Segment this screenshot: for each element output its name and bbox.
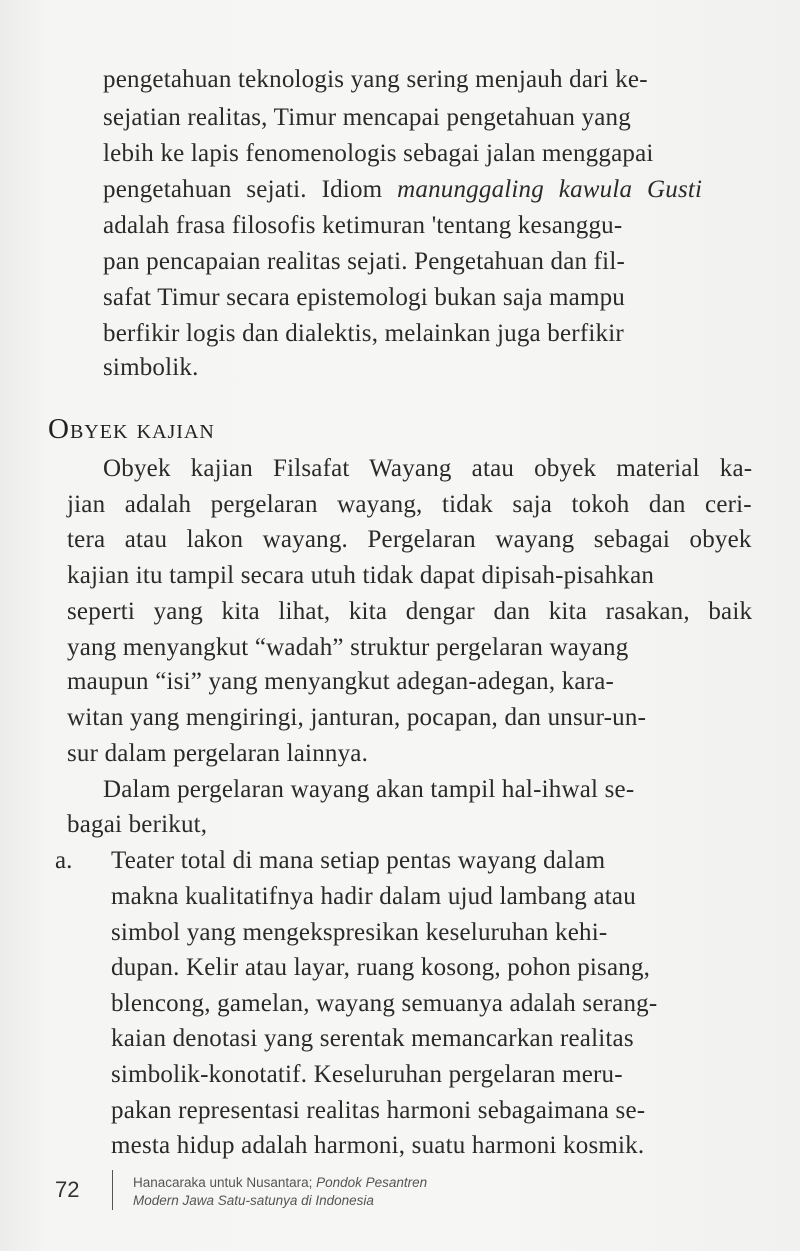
body-line [103,177,702,202]
book-title: Hanacaraka untuk Nusantara; [133,1175,317,1190]
running-footer-line1 [133,1175,427,1190]
footer-divider [112,1170,113,1210]
body-line: pan pencapaian realitas sejati. Pengetahuan dan fil- [103,248,625,275]
list-item-line: makna kualitatifnya hadir dalam ujud lambang atau [111,883,636,910]
body-line: Dalam pergelaran wayang akan tampil hal-ihwal se- [103,776,635,803]
section-heading: Obyek kajian [48,413,215,445]
body-line: Obyek kajian Filsafat Wayang atau obyek material ka- [103,455,753,482]
book-subtitle: Pondok Pesantren [316,1175,428,1190]
body-line: simbolik. [103,354,199,381]
body-text: pengetahuan sejati. Idiom [103,176,398,203]
list-item-line: mesta hidup adalah harmoni, suatu harmoni kosmik. [111,1132,645,1159]
body-line: maupun “isi” yang menyangkut adegan-adegan, kara- [67,668,615,695]
body-line: lebih ke lapis fenomenologis sebagai jalan menggapai [103,140,654,167]
list-item-line: simbol yang mengekspresikan keseluruhan kehi- [111,919,608,946]
list-item-line: pakan representasi realitas harmoni sebagaimana se- [111,1097,646,1124]
list-item-line: dupan. Kelir atau layar, ruang kosong, pohon pisang, [111,954,651,981]
list-item-line: kaian denotasi yang serentak memancarkan realitas [111,1025,634,1052]
body-line: yang menyangkut “wadah” struktur pergelaran wayang [67,634,629,661]
list-item-line: simbolik-konotatif. Keseluruhan pergelaran meru- [111,1061,623,1088]
body-line: bagai berikut, [67,811,208,838]
body-line: sur dalam pergelaran lainnya. [67,740,369,767]
list-marker: a. [55,847,73,874]
body-line: berfikir logis dan dialektis, melainkan juga berfikir [103,320,624,347]
running-footer-line2: Modern Jawa Satu-satunya di Indonesia [133,1193,374,1208]
body-line: sejatian realitas, Timur mencapai pengetahuan yang [103,104,631,131]
body-line: tera atau lakon wayang. Pergelaran wayang sebagai obyek [67,526,752,553]
list-item-line: Teater total di mana setiap pentas wayang dalam [111,847,606,874]
body-line: kajian itu tampil secara utuh tidak dapat dipisah-pisahkan [67,562,655,589]
body-line: witan yang mengiringi, janturan, pocapan, dan unsur-un- [67,704,647,731]
page-number: 72 [55,1177,80,1202]
body-line: pengetahuan teknologis yang sering menjauh dari ke- [103,66,648,93]
body-line: adalah frasa filosofis ketimuran 'tentang kesanggu- [103,212,623,239]
body-line: seperti yang kita lihat, kita dengar dan kita rasakan, baik [67,598,753,625]
italic-idiom: manunggaling kawula Gusti [397,176,703,203]
list-item-line: blencong, gamelan, wayang semuanya adalah serang- [111,990,658,1017]
body-line: safat Timur secara epistemologi bukan saja mampu [103,284,625,311]
body-line: jian adalah pergelaran wayang, tidak saja tokoh dan ceri- [67,491,752,518]
